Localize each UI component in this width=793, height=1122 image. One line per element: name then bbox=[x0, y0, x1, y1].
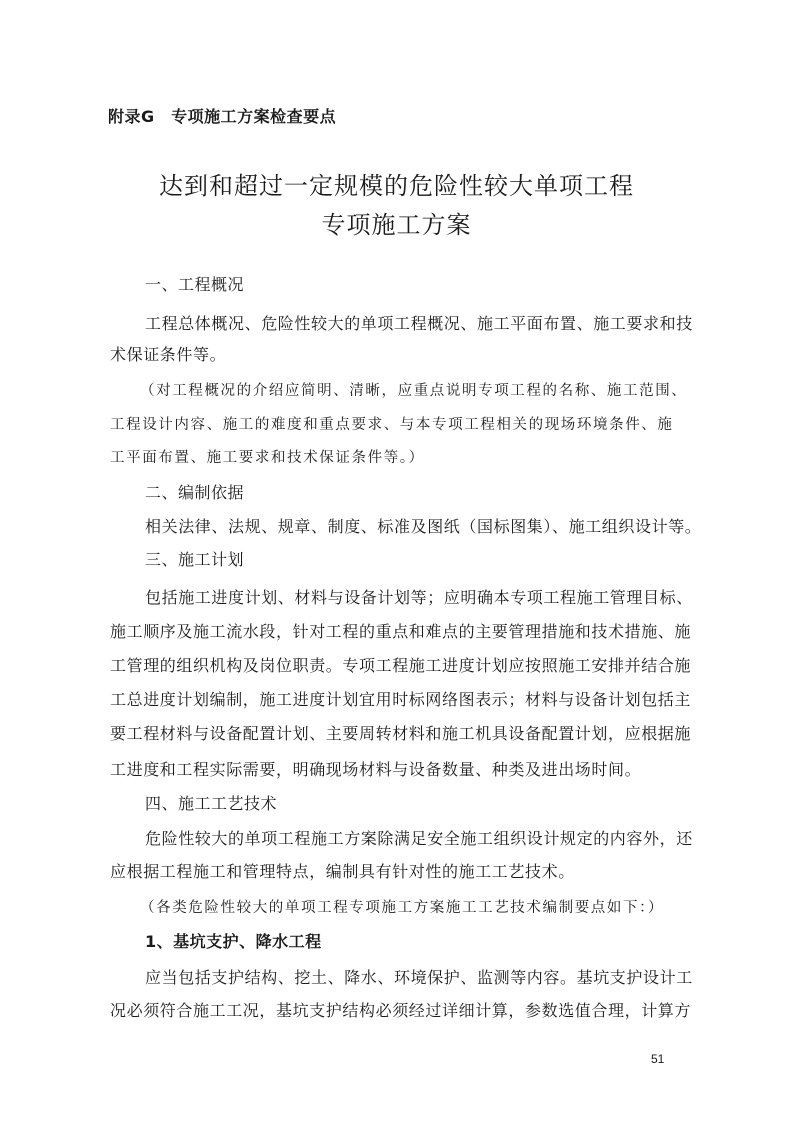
note-line: 工程设计内容、施工的难度和重点要求、与本专项工程相关的现场环境条件、施 bbox=[110, 417, 674, 433]
note-line: 工平面布置、施工要求和技术保证条件等。） bbox=[110, 450, 425, 466]
paragraph-line: 施工顺序及施工流水段，针对工程的重点和难点的主要管理措施和技术措施、施 bbox=[110, 622, 692, 641]
section-4-heading: 四、施工工艺技术 bbox=[145, 794, 278, 813]
paragraph-line: 应根据工程施工和管理特点，编制具有针对性的施工工艺技术。 bbox=[110, 862, 575, 881]
subsection-heading: 1、基坑支护、降水工程 bbox=[145, 932, 322, 951]
paragraph-line: 术保证条件等。 bbox=[110, 345, 227, 364]
page-number: 51 bbox=[651, 1052, 665, 1066]
paragraph-line: 危险性较大的单项工程施工方案除满足安全施工组织设计规定的内容外，还 bbox=[145, 829, 693, 848]
paragraph-line: 工程总体概况、危险性较大的单项工程概况、施工平面布置、施工要求和技 bbox=[145, 314, 693, 333]
paragraph-line: 应当包括支护结构、挖土、降水、环境保护、监测等内容。基坑支护设计工 bbox=[145, 968, 693, 987]
section-2-heading: 二、编制依据 bbox=[145, 483, 245, 502]
note-line: （对工程概况的介绍应简明、清晰，应重点说明专项工程的名称、施工范围、 bbox=[140, 383, 688, 399]
paragraph-line: 相关法律、法规、规章、制度、标准及图纸（国标图集）、施工组织设计等。 bbox=[145, 517, 702, 536]
document-title-line-1: 达到和超过一定规模的危险性较大单项工程 bbox=[159, 172, 634, 200]
section-1-heading: 一、工程概况 bbox=[145, 275, 245, 294]
note-line: （各类危险性较大的单项工程专项施工方案施工工艺技术编制要点如下：） bbox=[140, 900, 665, 916]
paragraph-line: 况必须符合施工工况，基坑支护结构必须经过详细计算，参数选值合理，计算方 bbox=[110, 1001, 692, 1020]
document-title-line-2: 专项施工方案 bbox=[321, 211, 472, 239]
appendix-title: 附录G 专项施工方案检查要点 bbox=[108, 107, 337, 126]
paragraph-line: 工进度和工程实际需要，明确现场材料与设备数量、种类及进出场时间。 bbox=[110, 760, 642, 779]
paragraph-line: 要工程材料与设备配置计划、主要周转材料和施工机具设备配置计划，应根据施 bbox=[110, 724, 692, 743]
paragraph-line: 包括施工进度计划、材料与设备计划等；应明确本专项工程施工管理目标、 bbox=[145, 588, 693, 607]
paragraph-line: 工管理的组织机构及岗位职责。专项工程施工进度计划应按照施工安排并结合施 bbox=[110, 656, 692, 675]
section-3-heading: 三、施工计划 bbox=[145, 550, 245, 569]
paragraph-line: 工总进度计划编制，施工进度计划宜用时标网络图表示；材料与设备计划包括主 bbox=[110, 690, 692, 709]
